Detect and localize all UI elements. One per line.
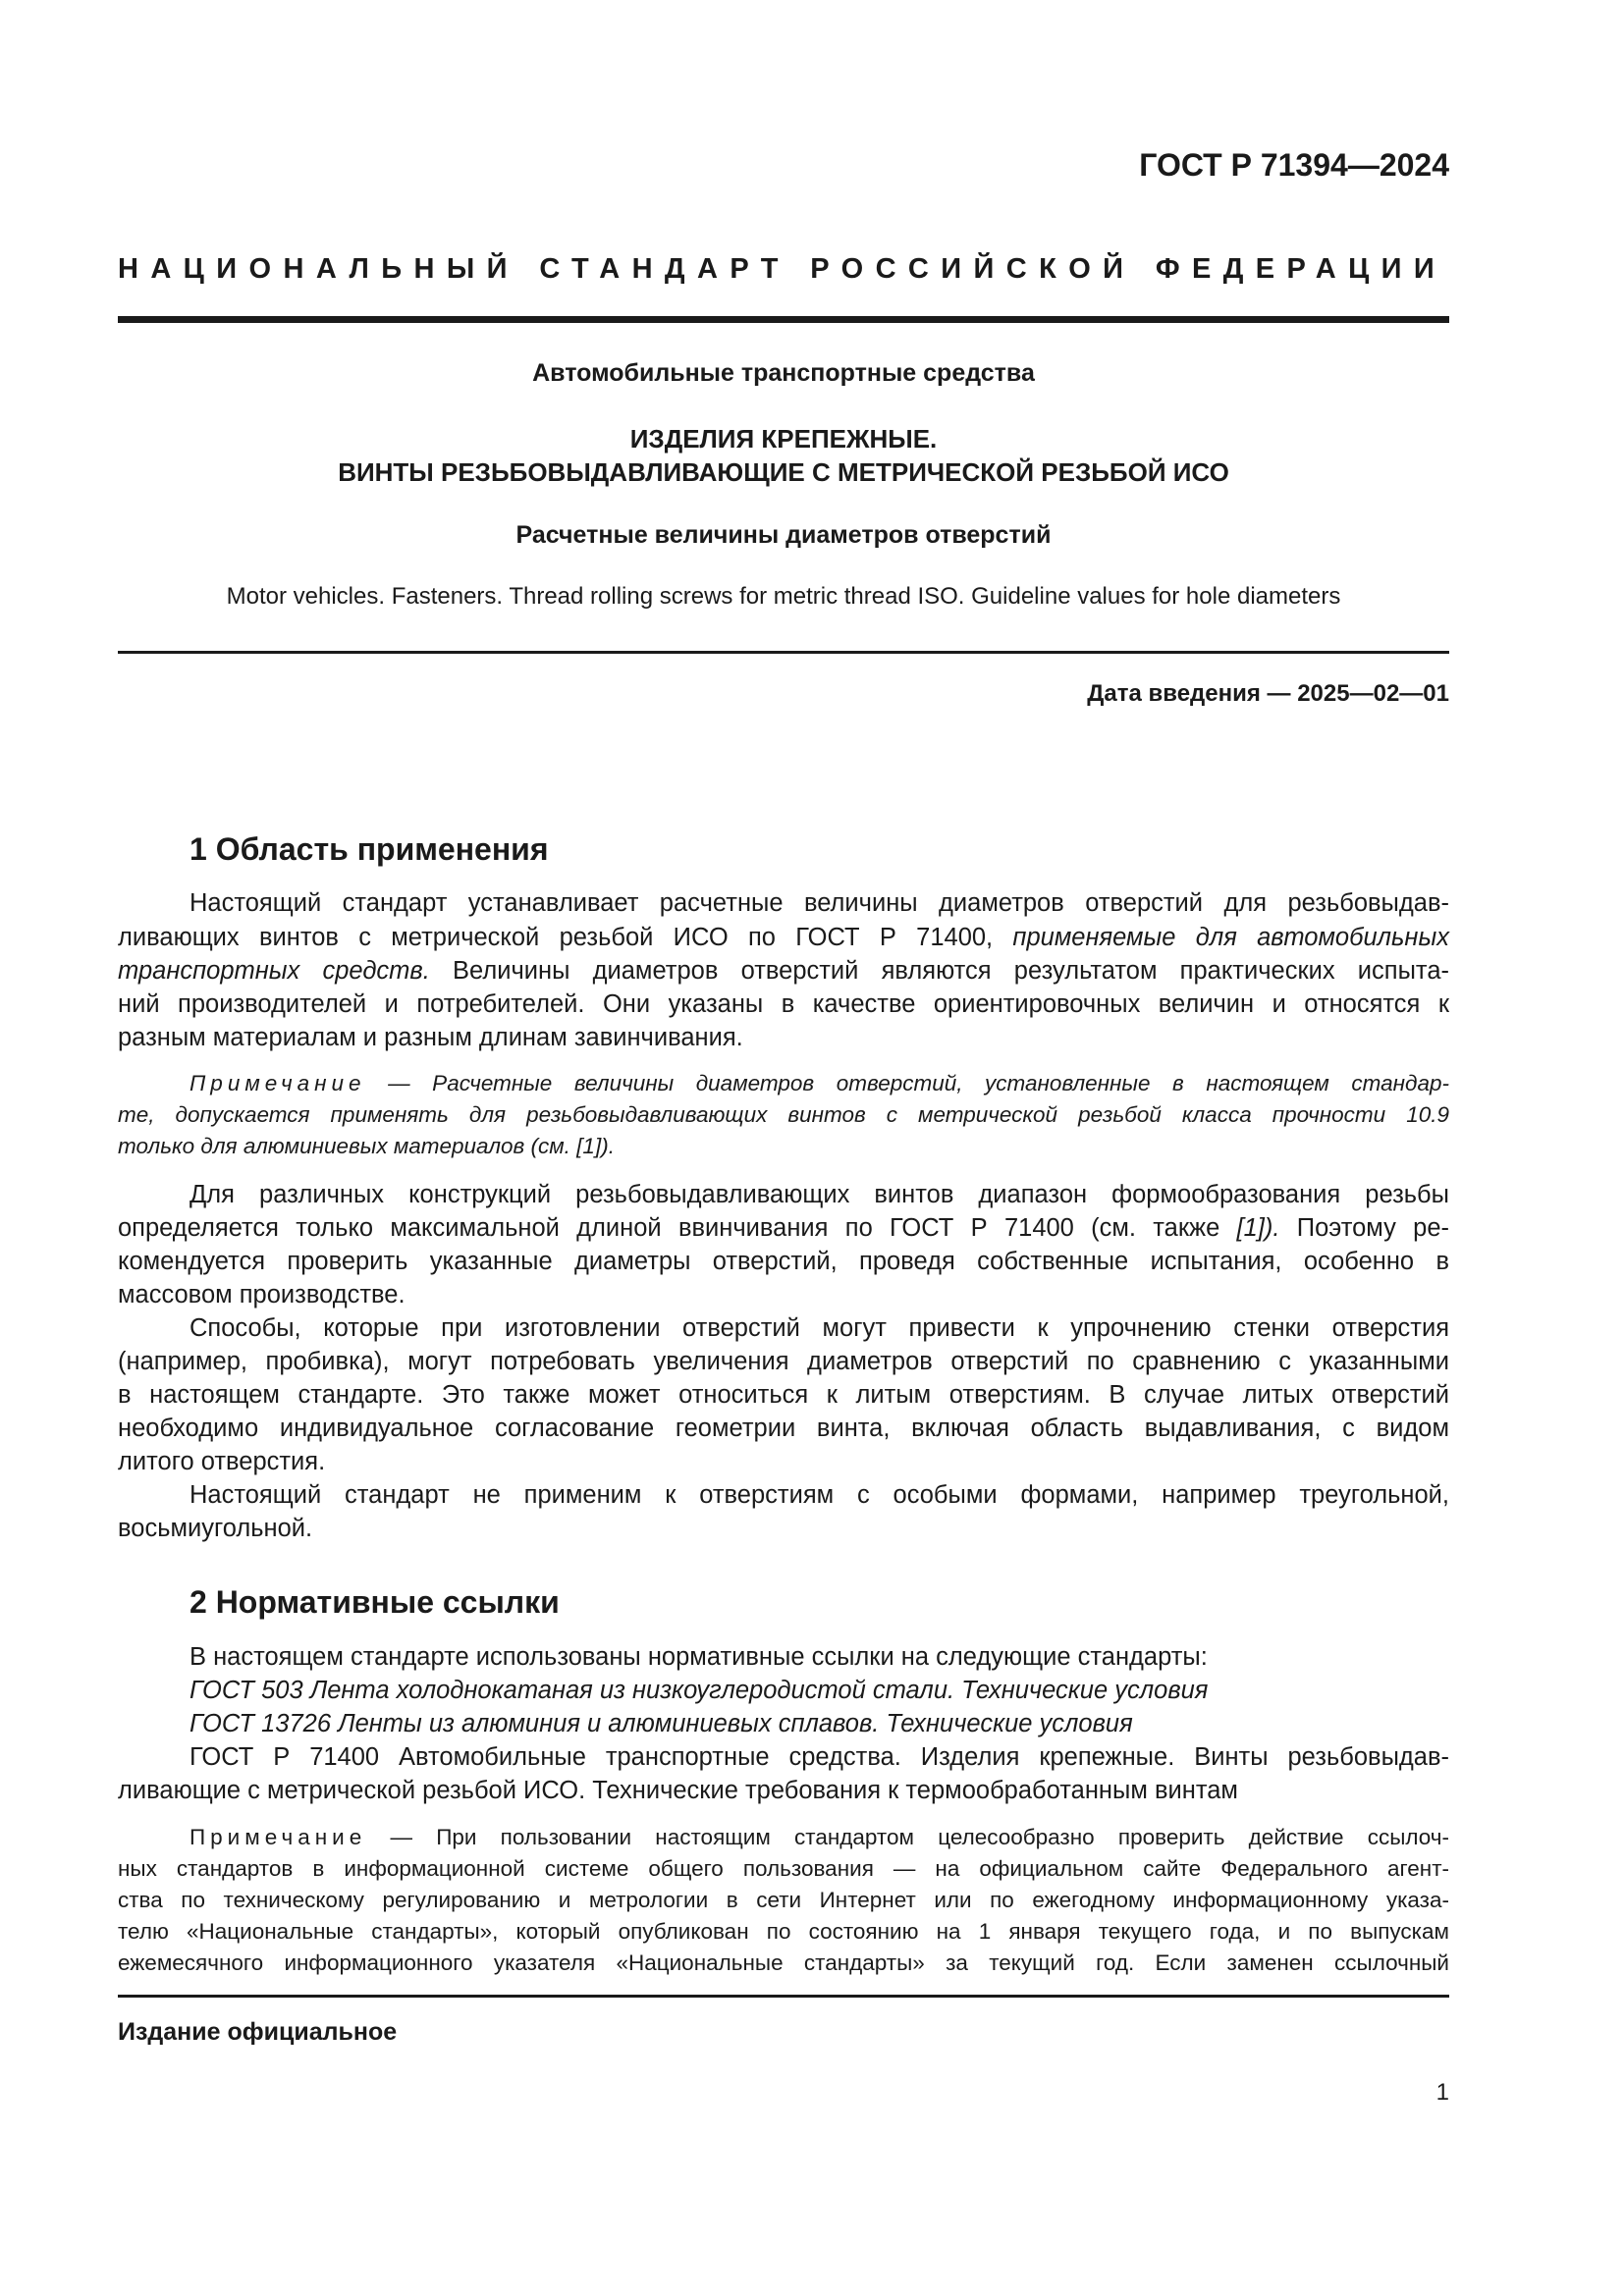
standard-code: ГОСТ Р 71394—2024 xyxy=(1139,147,1449,183)
national-standard-banner: НАЦИОНАЛЬНЫЙ СТАНДАРТ РОССИЙСКОЙ ФЕДЕРАЦИИ xyxy=(118,253,1447,285)
paragraph-line: литого отверстия. xyxy=(118,1448,326,1475)
paragraph-line: определяется только максимальной длиной ввинчивания по ГОСТ Р 71400 (см. также [1]). Поэтому ре- xyxy=(118,1214,1449,1242)
paragraph-line: транспортных средств. Величины диаметров отверстий являются результатом практических испыта- xyxy=(118,957,1449,985)
title-english: Motor vehicles. Fasteners. Thread rolling screws for metric thread ISO. Guideline values for hole diameters xyxy=(226,583,1341,610)
paragraph-line: Способы, которые при изготовлении отверстий могут привести к упрочнению стенки отверстия xyxy=(189,1314,1449,1342)
section-2-heading: 2 Нормативные ссылки xyxy=(189,1584,560,1620)
note-line: Примечание — Расчетные величины диаметров отверстий, установленные в настоящем стандар- xyxy=(189,1071,1449,1095)
paragraph-line: ливающих винтов с метрической резьбой ИСО по ГОСТ Р 71400, применяемые для автомобильных xyxy=(118,924,1449,951)
paragraph-line: комендуется проверить указанные диаметры отверстий, проведя собственные испытания, особенно в xyxy=(118,1248,1449,1275)
paragraph-line: Для различных конструкций резьбовыдавливающих винтов диапазон формообразования резьбы xyxy=(189,1181,1449,1208)
paragraph-line: необходимо индивидуальное согласование геометрии винта, включая область выдавливания, с видом xyxy=(118,1415,1449,1442)
paragraph-line: в настоящем стандарте. Это также может относиться к литым отверстиям. В случае литых отверстий xyxy=(118,1381,1449,1409)
note-line: ежемесячного информационного указателя «Национальные стандарты» за текущий год. Если заменен ссылочный xyxy=(118,1950,1449,1975)
paragraph-line: (например, пробивка), могут потребовать увеличения диаметров отверстий по сравнению с указанными xyxy=(118,1348,1449,1375)
official-edition-label: Издание официальное xyxy=(118,2018,398,2046)
paragraph-line: ний производителей и потребителей. Они указаны в качестве ориентировочных величин и относятся к xyxy=(118,990,1449,1018)
title-main-line-2: ВИНТЫ РЕЗЬБОВЫДАВЛИВАЮЩИЕ С МЕТРИЧЕСКОЙ РЕЗЬБОЙ ИСО xyxy=(338,457,1229,487)
paragraph-line: Настоящий стандарт устанавливает расчетные величины диаметров отверстий для резьбовыдав- xyxy=(189,889,1449,917)
note-line: ных стандартов в информационной системе общего пользования — на официальном сайте Федерального агент- xyxy=(118,1856,1449,1881)
date-of-introduction: Дата введения — 2025—02—01 xyxy=(1087,680,1449,707)
note-line: только для алюминиевых материалов (см. [1]). xyxy=(118,1134,615,1158)
reference-gost-r-71400: ГОСТ Р 71400 Автомобильные транспортные средства. Изделия крепежные. Винты резьбовыдав- xyxy=(189,1743,1449,1771)
title-subtitle: Расчетные величины диаметров отверстий xyxy=(515,521,1052,549)
note-label: Примечание xyxy=(189,1825,367,1849)
reference-gost-13726: ГОСТ 13726 Ленты из алюминия и алюминиевых сплавов. Технические условия xyxy=(189,1710,1133,1737)
paragraph-line: Настоящий стандарт не применим к отверстиям с особыми формами, например треугольной, xyxy=(189,1481,1449,1509)
note-line: те, допускается применять для резьбовыдавливающих винтов с метрической резьбой класса прочности 10.9 xyxy=(118,1102,1449,1127)
paragraph-line: В настоящем стандарте использованы нормативные ссылки на следующие стандарты: xyxy=(189,1643,1208,1671)
section-1-heading: 1 Область применения xyxy=(189,831,549,867)
note-line: Примечание — При пользовании настоящим стандартом целесообразно проверить действие ссылоч- xyxy=(189,1825,1449,1849)
paragraph-line: разным материалам и разным длинам завинчивания. xyxy=(118,1024,743,1051)
title-group: Автомобильные транспортные средства xyxy=(532,359,1035,387)
paragraph-line: массовом производстве. xyxy=(118,1281,406,1308)
page-number: 1 xyxy=(1435,2079,1449,2106)
note-line: ства по техническому регулированию и метрологии в сети Интернет или по ежегодному информационному указа- xyxy=(118,1888,1449,1912)
paragraph-line: ливающие с метрической резьбой ИСО. Технические требования к термообработанным винтам xyxy=(118,1777,1238,1804)
title-divider xyxy=(118,651,1449,654)
paragraph-line: восьмиугольной. xyxy=(118,1515,313,1542)
reference-gost-503: ГОСТ 503 Лента холоднокатаная из низкоуглеродистой стали. Технические условия xyxy=(189,1677,1209,1704)
note-label: Примечание xyxy=(189,1071,366,1095)
note-line: телю «Национальные стандарты», который опубликован по состоянию на 1 января текущего года, и по выпускам xyxy=(118,1919,1449,1944)
header-divider xyxy=(118,316,1449,323)
title-main-line-1: ИЗДЕЛИЯ КРЕПЕЖНЫЕ. xyxy=(629,424,938,454)
document-page xyxy=(118,0,1449,2296)
footer-divider xyxy=(118,1995,1449,1998)
